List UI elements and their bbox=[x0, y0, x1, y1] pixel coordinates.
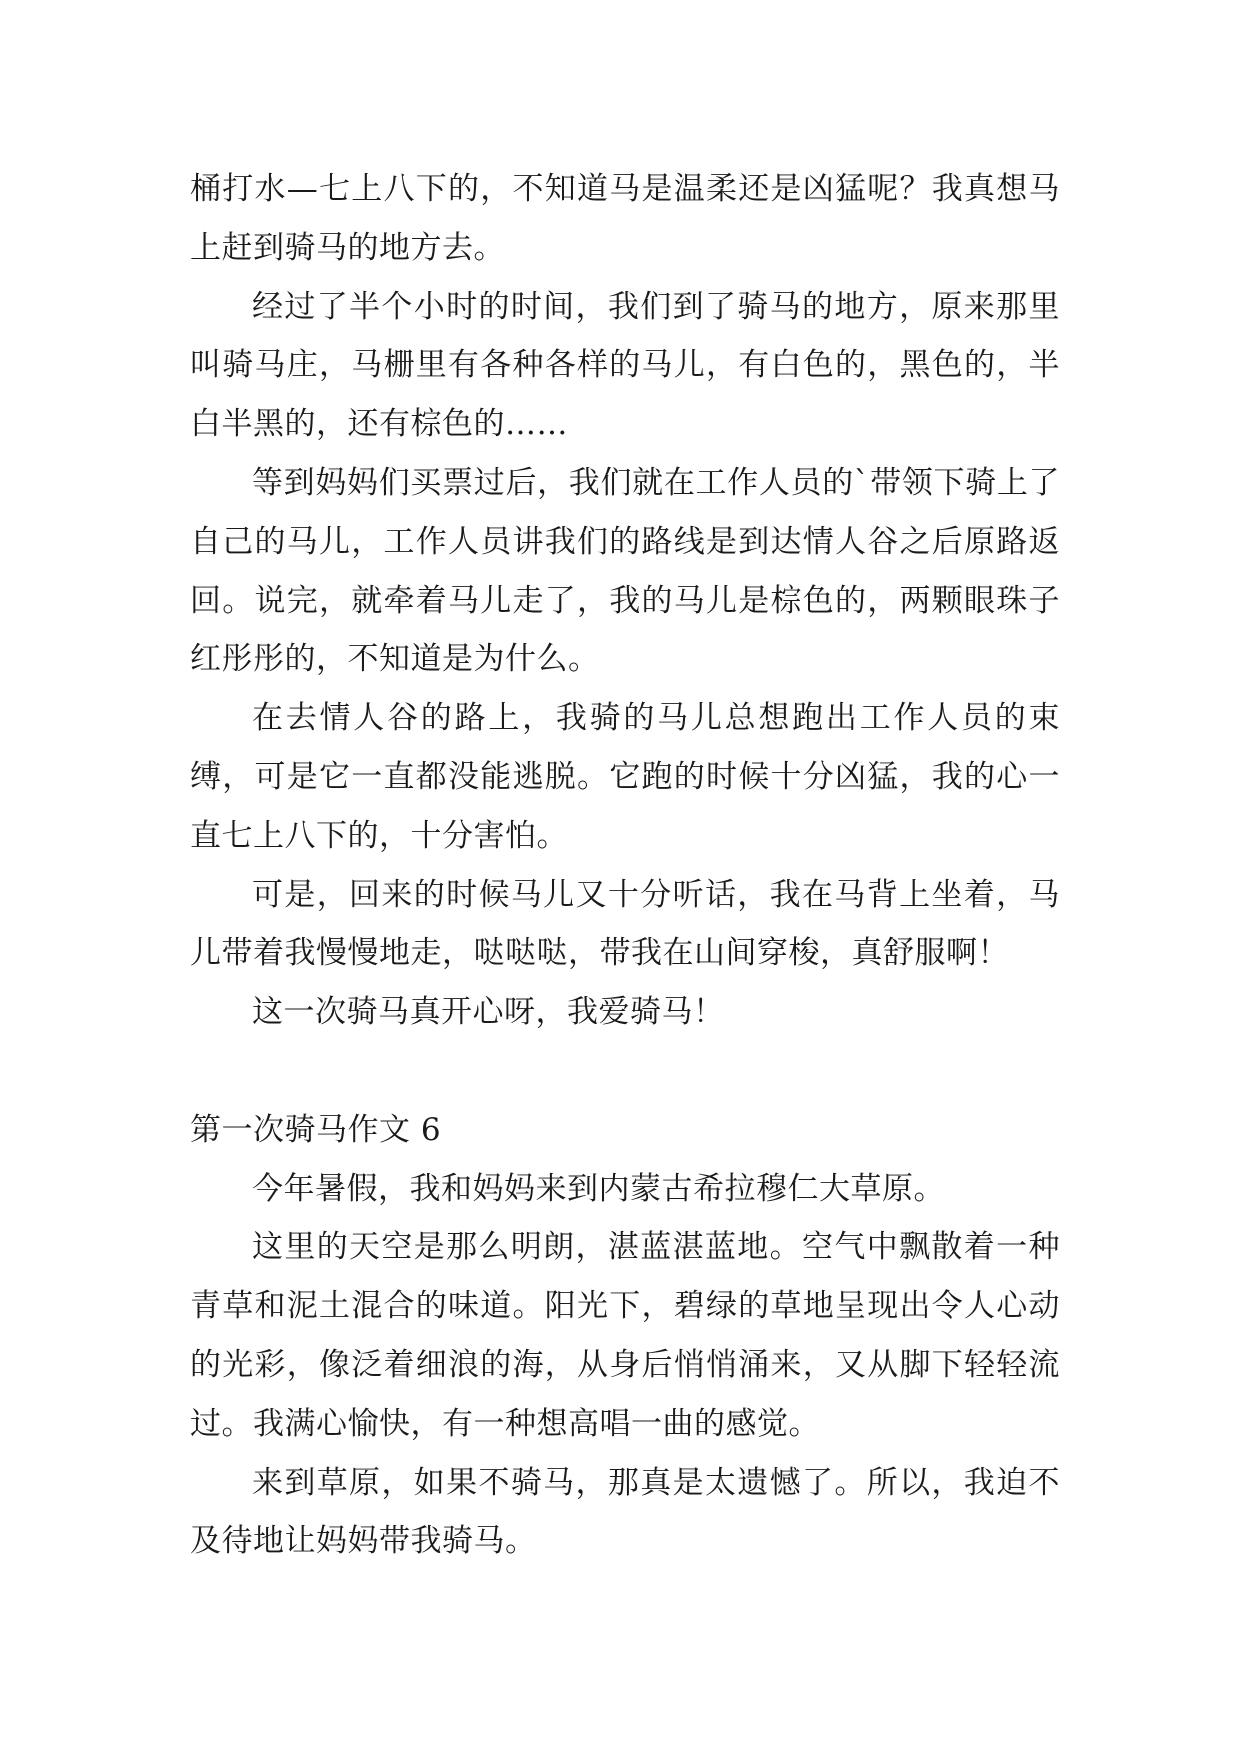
document-body bbox=[190, 160, 1060, 1571]
paragraph: 桶打水—七上八下的，不知道马是温柔还是凶猛呢？我真想马上赶到骑马的地方去。 bbox=[190, 171, 1060, 266]
paragraph: 在去情人谷的路上，我骑的马儿总想跑出工作人员的束缚，可是它一直都没能逃脱。它跑的时候十分凶猛，我的心一直七上八下的，十分害怕。 bbox=[190, 700, 1060, 854]
paragraph: 这里的天空是那么明朗，湛蓝湛蓝地。空气中飘散着一种青草和泥土混合的味道。阳光下，碧绿的草地呈现出令人心动的光彩，像泛着细浪的海，从身后悄悄涌来，又从脚下轻轻流过。我满心愉快，有一种想高唱一曲的感觉。 bbox=[190, 1229, 1060, 1442]
paragraph: 今年暑假，我和妈妈来到内蒙古希拉穆仁大草原。 bbox=[252, 1170, 945, 1207]
section-title: 第一次骑马作文 6 bbox=[190, 1111, 442, 1148]
paragraph: 这一次骑马真开心呀，我爱骑马！ bbox=[252, 994, 725, 1031]
paragraph: 可是，回来的时候马儿又十分听话，我在马背上坐着，马儿带着我慢慢地走，哒哒哒，带我在山间穿梭，真舒服啊！ bbox=[190, 876, 1060, 972]
paragraph: 来到草原，如果不骑马，那真是太遗憾了。所以，我迫不及待地让妈妈带我骑马。 bbox=[190, 1464, 1060, 1560]
paragraph: 经过了半个小时的时间，我们到了骑马的地方，原来那里叫骑马庄，马栅里有各种各样的马儿，有白色的，黑色的，半白半黑的，还有棕色的…… bbox=[190, 288, 1060, 443]
paragraph: 等到妈妈们买票过后，我们就在工作人员的`带领下骑上了自己的马儿，工作人员讲我们的路线是到达情人谷之后原路返回。说完，就牵着马儿走了，我的马儿是棕色的，两颗眼珠子红彤彤的，不知道是为什么。 bbox=[190, 464, 1060, 678]
